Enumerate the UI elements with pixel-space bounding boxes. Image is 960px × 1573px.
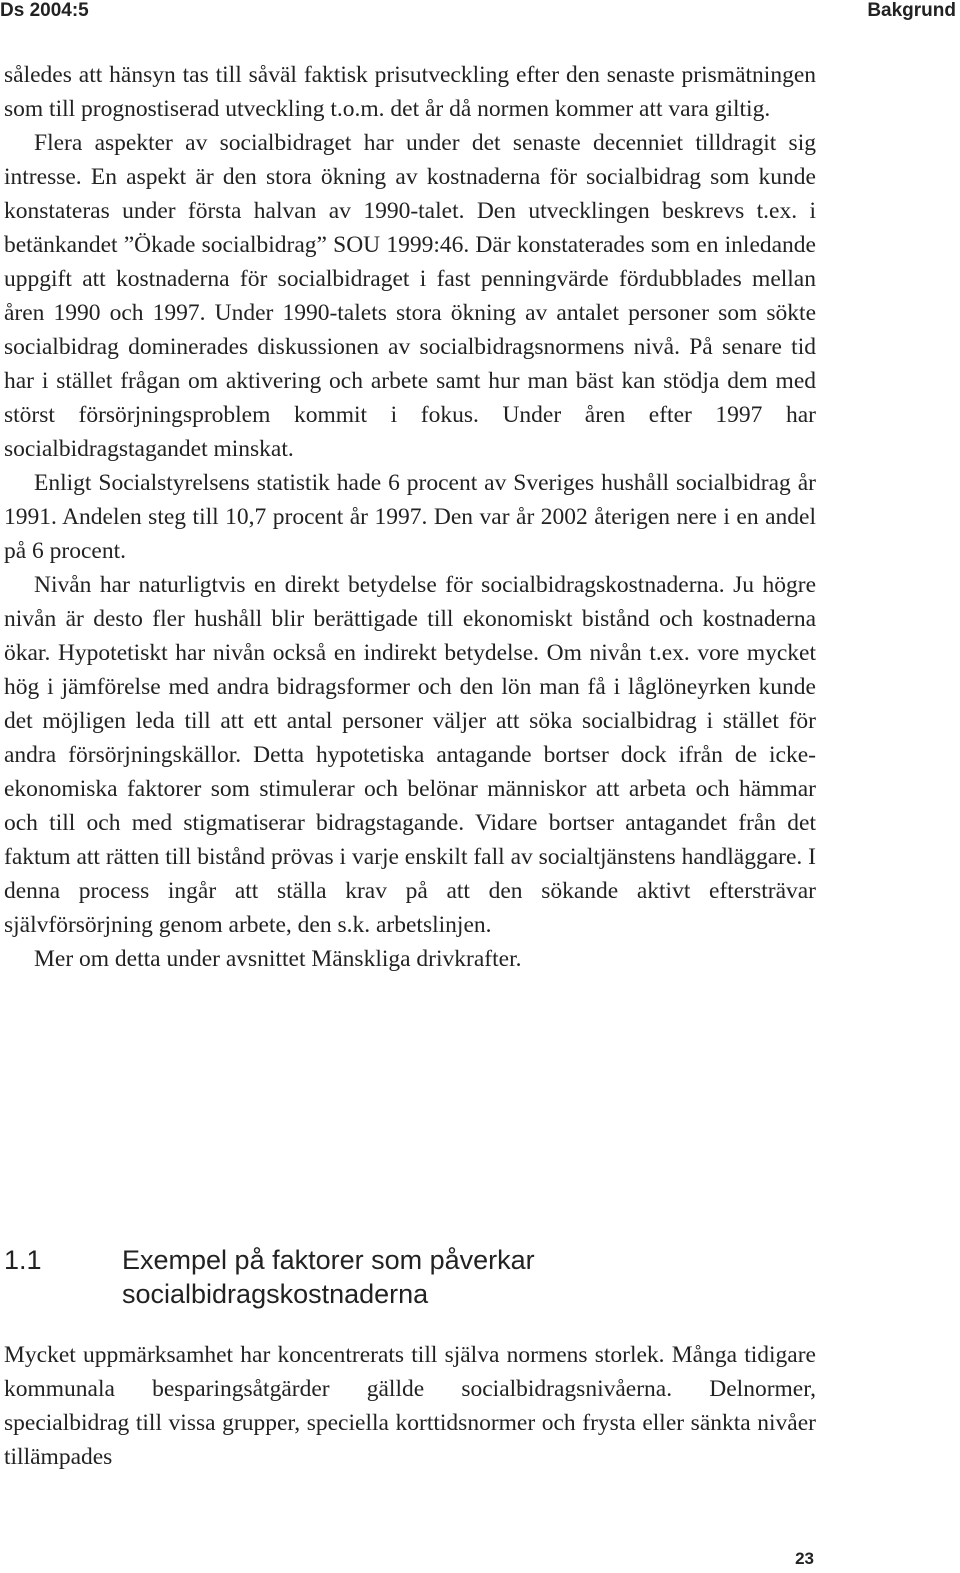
page-number: 23 xyxy=(795,1549,814,1568)
paragraph-5: Mer om detta under avsnittet Mänskliga drivkrafter. xyxy=(34,946,522,972)
section-title: Exempel på faktorer som påverkar socialbidragskostnaderna xyxy=(122,1245,535,1309)
running-header xyxy=(0,0,956,22)
section-body xyxy=(4,1338,816,1474)
paragraph-3: Enligt Socialstyrelsens statistik hade 6 procent av Sveriges hushåll socialbidrag år 1991. Andelen steg till 10,7 procent år 1997. Den var år 2002 återigen nere i en andel på 6 procent. xyxy=(4,470,816,564)
paragraph-1: således att hänsyn tas till såväl faktisk prisutveckling efter den senaste prismätningen som till prognostiserad utveckling t.o.m. det år då normen kommer att vara giltig. xyxy=(4,62,816,122)
paragraph-2: Flera aspekter av socialbidraget har under det senaste decenniet tilldragit sig intresse. En aspekt är den stora ökning av kostnaderna för socialbidrag som kunde konstateras under första halvan av 1990-talet. Den utvecklingen beskrevs t.ex. i betänkandet ”Ökade socialbidrag” SOU 1999:46. Där konstaterades som en inledande uppgift att kostnaderna för socialbidraget i fast penningvärde fördubblades mellan åren 1990 och 1997. Under 1990-talets stora ökning av antalet personer som sökte socialbidrag dominerades diskussionen av socialbidragsnormens nivå. På senare tid har i stället frågan om aktivering och arbete samt hur man bäst kan stödja dem med störst försörjningsproblem kommit i fokus. Under åren efter 1997 har socialbidragstagandet minskat. xyxy=(4,130,816,462)
section-number: 1.1 xyxy=(4,1245,42,1275)
section-paragraph: Mycket uppmärksamhet har koncentrerats till själva normens storlek. Många tidigare kommunala besparingsåtgärder gällde socialbidragsnivåerna. Delnormer, specialbidrag till vissa grupper, speciella korttidsnormer och frysta eller sänkta nivåer tillämpades xyxy=(4,1342,816,1470)
paragraph-4: Nivån har naturligtvis en direkt betydelse för socialbidragskostnaderna. Ju högre nivån är desto fler hushåll blir berättigade till ekonomiskt bistånd och kostnaderna ökar. Hypotetiskt har nivån också en indirekt betydelse. Om nivån t.ex. vore mycket hög i jämförelse med andra bidragsformer och den lön man få i låglöneyrken kunde det möjligen leda till att ett antal personer väljer att söka socialbidrag i stället för andra försörjningskällor. Detta hypotetiska antagande bortser dock ifrån de icke-ekonomiska faktorer som stimulerar och belönar människor att arbeta och hämmar och till och med stigmatiserar bidragstagande. Vidare bortser antagandet från det faktum att rätten till bistånd prövas i varje enskilt fall av socialtjänstens handläggare. I denna process ingår att ställa krav på att den sökande aktivt eftersträvar självförsörjning genom arbete, den s.k. arbetslinjen. xyxy=(4,572,816,938)
body-text xyxy=(4,58,816,976)
section-label: Bakgrund xyxy=(867,0,956,21)
document-reference: Ds 2004:5 xyxy=(0,0,89,21)
